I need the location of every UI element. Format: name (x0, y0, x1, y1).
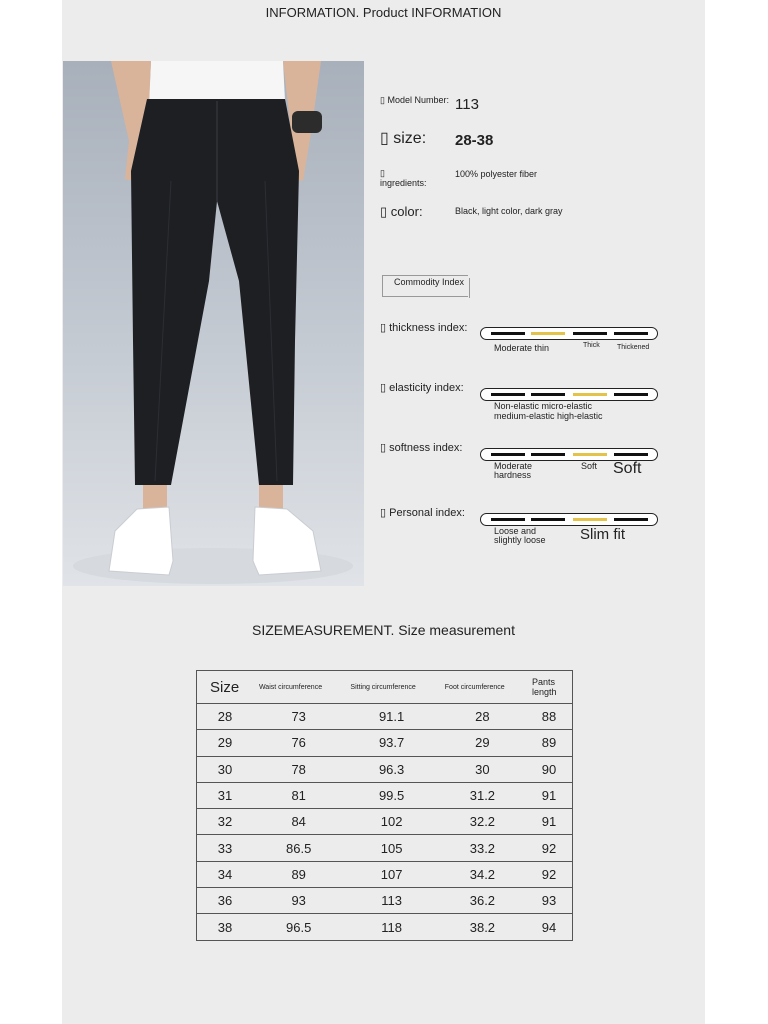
cell-foot: 32.2 (439, 809, 526, 835)
cell-size: 38 (197, 914, 253, 940)
elasticity-index-label: ▯ elasticity index: (380, 382, 464, 394)
cell-length: 93 (526, 888, 573, 914)
softness-label-soft-small: Soft (581, 461, 598, 471)
softness-seg-3 (573, 453, 607, 456)
elasticity-seg-3 (573, 393, 607, 396)
color-label-text: color: (390, 204, 423, 219)
cell-size: 34 (197, 861, 253, 887)
cell-length: 89 (526, 730, 573, 756)
thickness-index-label: ▯ thickness index: (380, 322, 468, 334)
size-value: 28-38 (455, 132, 494, 149)
elasticity-index-bar (480, 388, 658, 401)
cell-size: 31 (197, 782, 253, 808)
softness-label-moderate-hardness: Moderate hardness (494, 461, 533, 481)
softness-seg-1 (491, 453, 525, 456)
elasticity-seg-2 (531, 393, 565, 396)
cell-size: 32 (197, 809, 253, 835)
pants-illustration (63, 61, 364, 586)
table-row (197, 730, 573, 756)
cell-waist: 89 (253, 861, 344, 887)
size-measurement-title: SIZEMEASUREMENT. Size measurement (252, 622, 515, 638)
product-photo (63, 61, 364, 586)
size-table-header (197, 671, 573, 704)
personal-label-slim-fit: Slim fit (580, 526, 625, 543)
personal-label-loose: Loose and slightly loose (494, 526, 546, 546)
personal-index-label: ▯ Personal index: (380, 507, 465, 519)
personal-index-bar (480, 513, 658, 526)
softness-index-label-text: softness index: (389, 442, 463, 454)
cell-waist: 86.5 (253, 835, 344, 861)
table-row (197, 861, 573, 887)
cell-size: 36 (197, 888, 253, 914)
cell-waist: 73 (253, 704, 344, 730)
header-pants-length: Pants length (526, 671, 573, 704)
cell-sitting: 107 (344, 861, 438, 887)
cell-waist: 81 (253, 782, 344, 808)
thickness-label-moderate-thin: Moderate thin (494, 343, 550, 353)
cell-foot: 38.2 (439, 914, 526, 940)
cell-waist: 93 (253, 888, 344, 914)
thickness-seg-1 (491, 332, 525, 335)
softness-seg-4 (614, 453, 648, 456)
table-row (197, 835, 573, 861)
cell-sitting: 113 (344, 888, 438, 914)
cell-foot: 28 (439, 704, 526, 730)
cell-size: 29 (197, 730, 253, 756)
cell-sitting: 96.3 (344, 756, 438, 782)
color-label: ▯ color: (380, 204, 423, 219)
model-number-value: 113 (455, 96, 479, 113)
color-value: Black, light color, dark gray (455, 206, 563, 216)
cell-size: 33 (197, 835, 253, 861)
header-sitting: Sitting circumference (344, 671, 438, 704)
cell-foot: 30 (439, 756, 526, 782)
elasticity-seg-1 (491, 393, 525, 396)
personal-seg-4 (614, 518, 648, 521)
cell-length: 92 (526, 861, 573, 887)
cell-foot: 34.2 (439, 861, 526, 887)
cell-waist: 78 (253, 756, 344, 782)
product-info-title: INFORMATION. Product INFORMATION (265, 5, 502, 20)
personal-index-label-text: Personal index: (389, 507, 465, 519)
softness-label-soft-large: Soft (613, 460, 642, 477)
table-row (197, 809, 573, 835)
cell-sitting: 105 (344, 835, 438, 861)
thickness-seg-4 (614, 332, 648, 335)
cell-sitting: 102 (344, 809, 438, 835)
cell-length: 91 (526, 809, 573, 835)
header-foot: Foot circumference (439, 671, 526, 704)
size-table (196, 670, 573, 941)
cell-size: 30 (197, 756, 253, 782)
size-label-text: size: (393, 130, 427, 147)
cell-waist: 76 (253, 730, 344, 756)
header-size: Size (197, 671, 253, 704)
cell-sitting: 118 (344, 914, 438, 940)
cell-length: 92 (526, 835, 573, 861)
thickness-index-bar (480, 327, 658, 340)
table-row (197, 704, 573, 730)
cell-waist: 96.5 (253, 914, 344, 940)
ingredients-value: 100% polyester fiber (455, 169, 538, 179)
elasticity-label-line-2: medium-elastic high-elastic (494, 411, 603, 421)
cell-foot: 31.2 (439, 782, 526, 808)
thickness-label-thickened: Thickened (617, 344, 650, 351)
table-row (197, 756, 573, 782)
elasticity-label-line-1: Non-elastic micro-elastic (494, 401, 593, 411)
table-row (197, 914, 573, 940)
cell-size: 28 (197, 704, 253, 730)
softness-index-label: ▯ softness index: (380, 442, 463, 454)
model-number-label: ▯ Model Number: (380, 95, 449, 105)
thickness-label-thick: Thick (583, 342, 600, 349)
cell-foot: 33.2 (439, 835, 526, 861)
cell-length: 90 (526, 756, 573, 782)
thickness-index-label-text: thickness index: (389, 322, 468, 334)
elasticity-index-label-text: elasticity index: (389, 382, 464, 394)
elasticity-seg-4 (614, 393, 648, 396)
cell-length: 91 (526, 782, 573, 808)
ingredients-label: ▯ ingredients: (380, 168, 427, 188)
commodity-index-box: Commodity Index (382, 275, 468, 297)
personal-seg-1 (491, 518, 525, 521)
cell-length: 94 (526, 914, 573, 940)
table-row (197, 888, 573, 914)
ingredients-label-text: ingredients: (380, 178, 427, 188)
cell-foot: 36.2 (439, 888, 526, 914)
table-row (197, 782, 573, 808)
softness-seg-2 (531, 453, 565, 456)
thickness-seg-3 (573, 332, 607, 335)
cell-foot: 29 (439, 730, 526, 756)
personal-seg-2 (531, 518, 565, 521)
cell-length: 88 (526, 704, 573, 730)
cell-sitting: 99.5 (344, 782, 438, 808)
cell-sitting: 91.1 (344, 704, 438, 730)
thickness-seg-2 (531, 332, 565, 335)
size-label: ▯ size: (380, 130, 427, 147)
cell-sitting: 93.7 (344, 730, 438, 756)
model-number-label-text: Model Number: (387, 95, 449, 105)
personal-seg-3 (573, 518, 607, 521)
cell-waist: 84 (253, 809, 344, 835)
header-waist: Waist circumference (253, 671, 344, 704)
